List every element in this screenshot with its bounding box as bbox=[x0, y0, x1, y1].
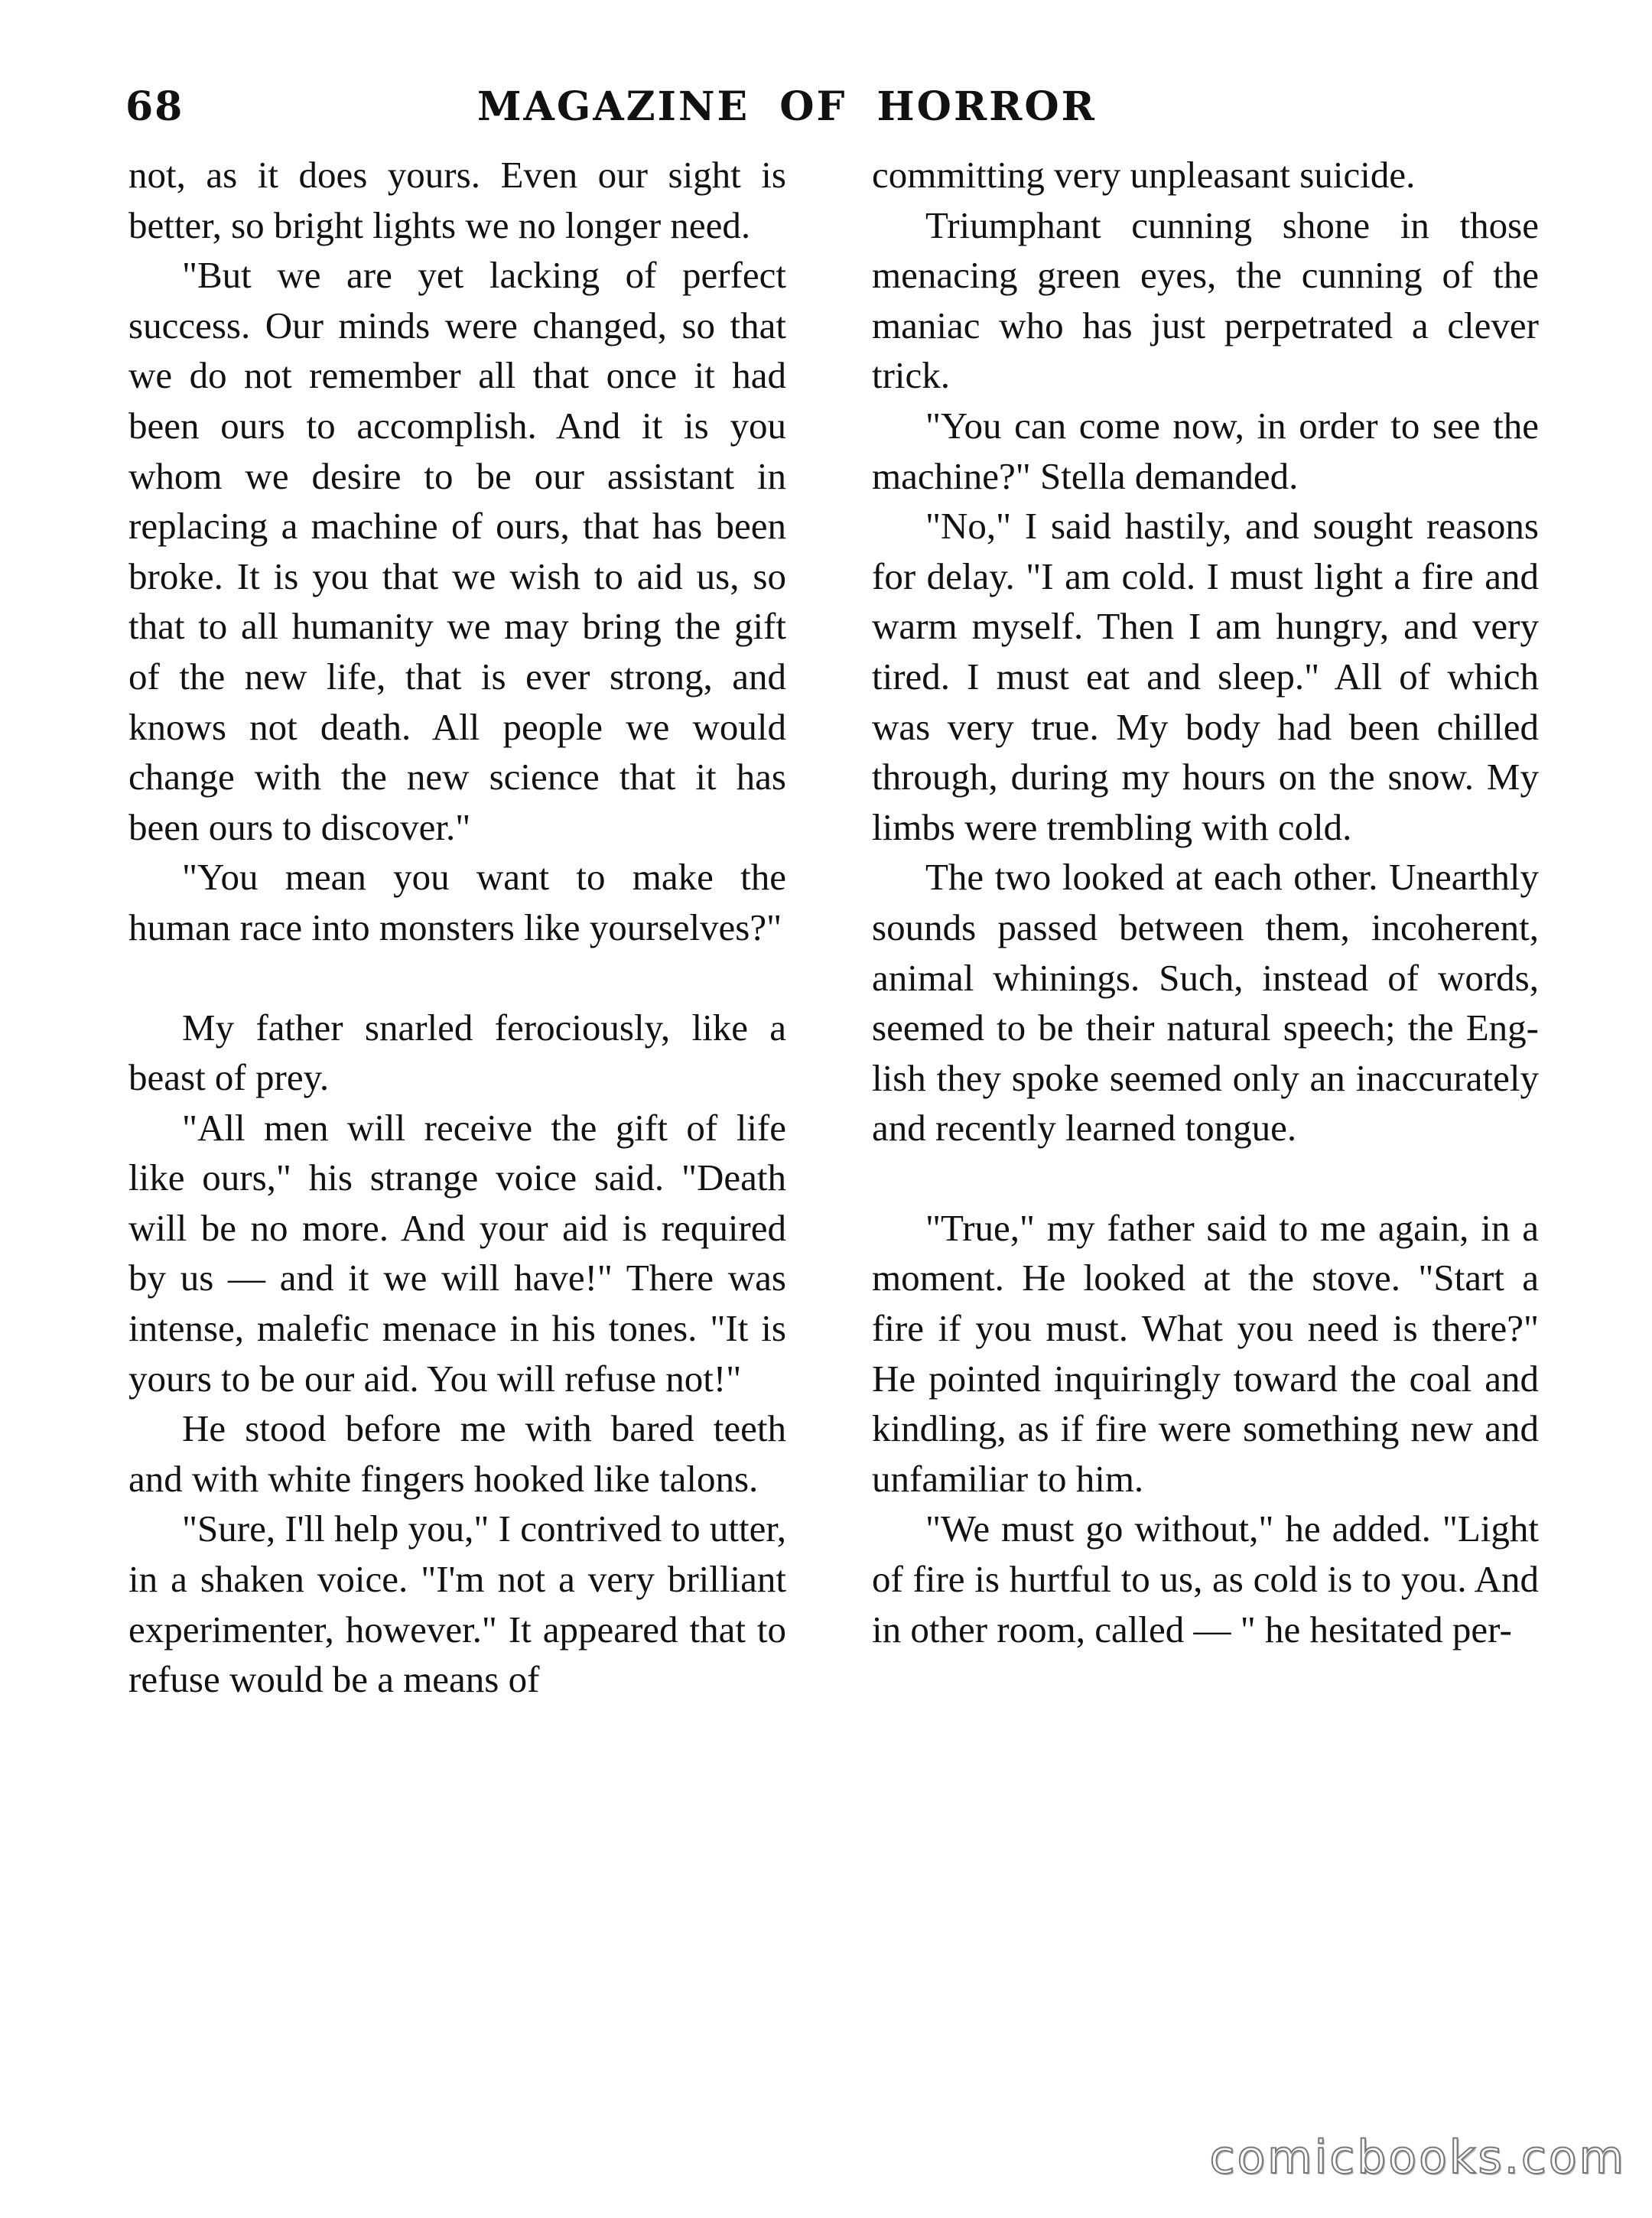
left-column bbox=[128, 150, 786, 1705]
paragraph: The two looked at each other. Unearthly sounds passed between them, incoherent, animal whinings. Such, instead of words, seemed to be their natural speech; the English they spoke seemed only an inaccurately and recently learned tongue. bbox=[872, 856, 1539, 1150]
watermark: comicbooks.com bbox=[1209, 2131, 1626, 2184]
paragraph: Triumphant cunning shone in those menacing green eyes, the cunning of the maniac who has just perpetrated a clever trick. bbox=[872, 203, 1539, 397]
paragraph: "You can come now, in order to see the machine?" Stella demanded. bbox=[872, 404, 1539, 497]
paragraph: "All men will receive the gift of life like ours," his strange voice said. "Death will be no more. And your aid is required by us — and it we will have!" There was intense, malefic menace in his tones. "It is yours to be our aid. You will refuse not!" bbox=[128, 1106, 786, 1400]
paragraph: committing very unpleasant suicide. bbox=[872, 154, 1416, 196]
paragraph: My father snarled ferociously, like a beast of prey. bbox=[128, 1006, 786, 1099]
paragraph: "Sure, I'll help you," I contrived to utter, in a shaken voice. "I'm not a very brilliant experimenter, however." It appeared that to refuse would be a means of bbox=[128, 1507, 786, 1701]
paragraph: "True," my father said to me again, in a moment. He looked at the stove. "Start a fire if you must. What you need is there?" He pointed inquiringly toward the coal and kindling, as if fire were something new and unfamiliar to him. bbox=[872, 1206, 1539, 1500]
page-header bbox=[125, 76, 1548, 138]
running-title: MAGAZINE OF HORROR bbox=[477, 83, 1097, 130]
paragraph: not, as it does yours. Even our sight is better, so bright lights we no longer need. bbox=[128, 154, 786, 246]
paragraph: "But we are yet lacking of perfect success. Our minds were changed, so that we do not remember all that once it had been ours to accomplish. And it is you whom we desire to be our assistant in replacing a machine of ours, that has been broke. It is you that we wish to aid us, so that to all humanity we may bring the gift of the new life, that is ever strong, and knows not death. All people we would change with the new science that it has been ours to discover." bbox=[128, 254, 786, 848]
right-column bbox=[872, 150, 1539, 1654]
paragraph: "We must go without," he added. "Light of fire is hurtful to us, as cold is to you. And in other room, called — " he hesitated per- bbox=[872, 1507, 1539, 1650]
paragraph: "No," I said hastily, and sought reasons for delay. "I am cold. I must light a fire and warm myself. Then I am hungry, and very tired. I must eat and sleep." All of which was very true. My body had been chilled through, during my hours on the snow. My limbs were trembling with cold. bbox=[872, 505, 1539, 848]
paragraph: He stood before me with bared teeth and with white fingers hooked like talons. bbox=[128, 1407, 786, 1500]
page-number: 68 bbox=[125, 83, 184, 130]
paragraph: "You mean you want to make the human race into monsters like yourselves?" bbox=[128, 856, 786, 948]
